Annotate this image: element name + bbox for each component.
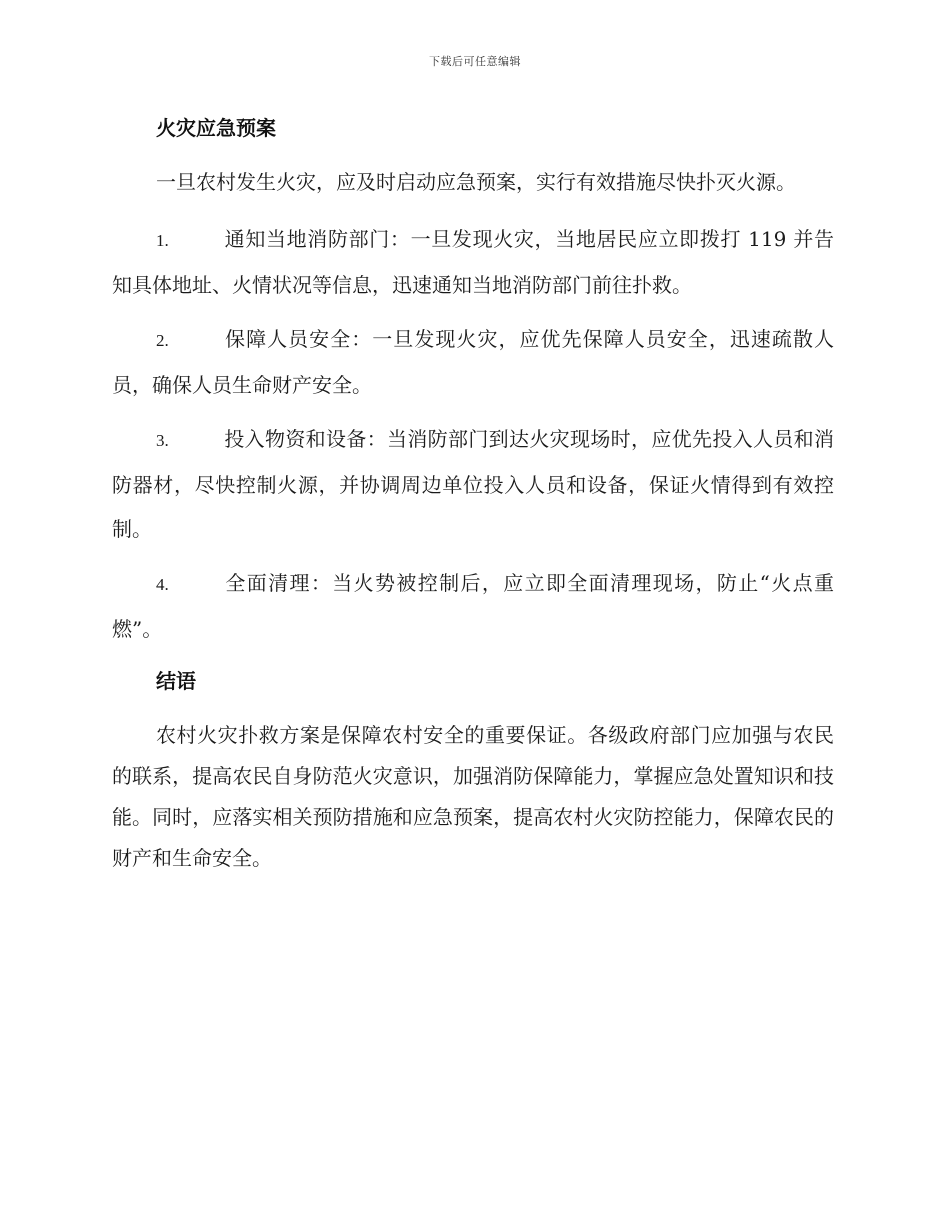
list-item-number: 1. — [156, 231, 169, 250]
list-item-text: 全面清理：当火势被控制后，应立即全面清理现场，防止“火点重燃”。 — [112, 571, 834, 641]
list-item-number: 4. — [156, 575, 169, 594]
list-item — [112, 561, 834, 651]
document-body — [112, 108, 834, 893]
page-header-note: 下载后可任意编辑 — [429, 55, 521, 68]
section-heading-emergency-plan: 火灾应急预案 — [156, 116, 276, 140]
list-item — [112, 217, 834, 307]
list-item-number: 3. — [156, 431, 169, 450]
list-item-text: 保障人员安全：一旦发现火灾，应优先保障人员安全，迅速疏散人员，确保人员生命财产安全。 — [112, 327, 834, 397]
intro-paragraph: 一旦农村发生火灾，应及时启动应急预案，实行有效措施尽快扑灭火源。 — [156, 170, 796, 194]
list-item-text: 通知当地消防部门：一旦发现火灾，当地居民应立即拨打 119 并告知具体地址、火情状况等信息，迅速通知当地消防部门前往扑救。 — [112, 227, 834, 297]
list-item — [112, 317, 834, 407]
list-item-number: 2. — [156, 331, 169, 350]
section-heading-conclusion: 结语 — [156, 669, 196, 693]
list-item — [112, 417, 834, 551]
conclusion-paragraph: 农村火灾扑救方案是保障农村安全的重要保证。各级政府部门应加强与农民的联系，提高农民自身防范火灾意识，加强消防保障能力，掌握应急处置知识和技能。同时，应落实相关预防措施和应急预案，提高农村火灾防控能力，保障农民的财产和生命安全。 — [112, 723, 834, 870]
list-item-text: 投入物资和设备：当消防部门到达火灾现场时，应优先投入人员和消防器材，尽快控制火源，并协调周边单位投入人员和设备，保证火情得到有效控制。 — [112, 427, 834, 541]
